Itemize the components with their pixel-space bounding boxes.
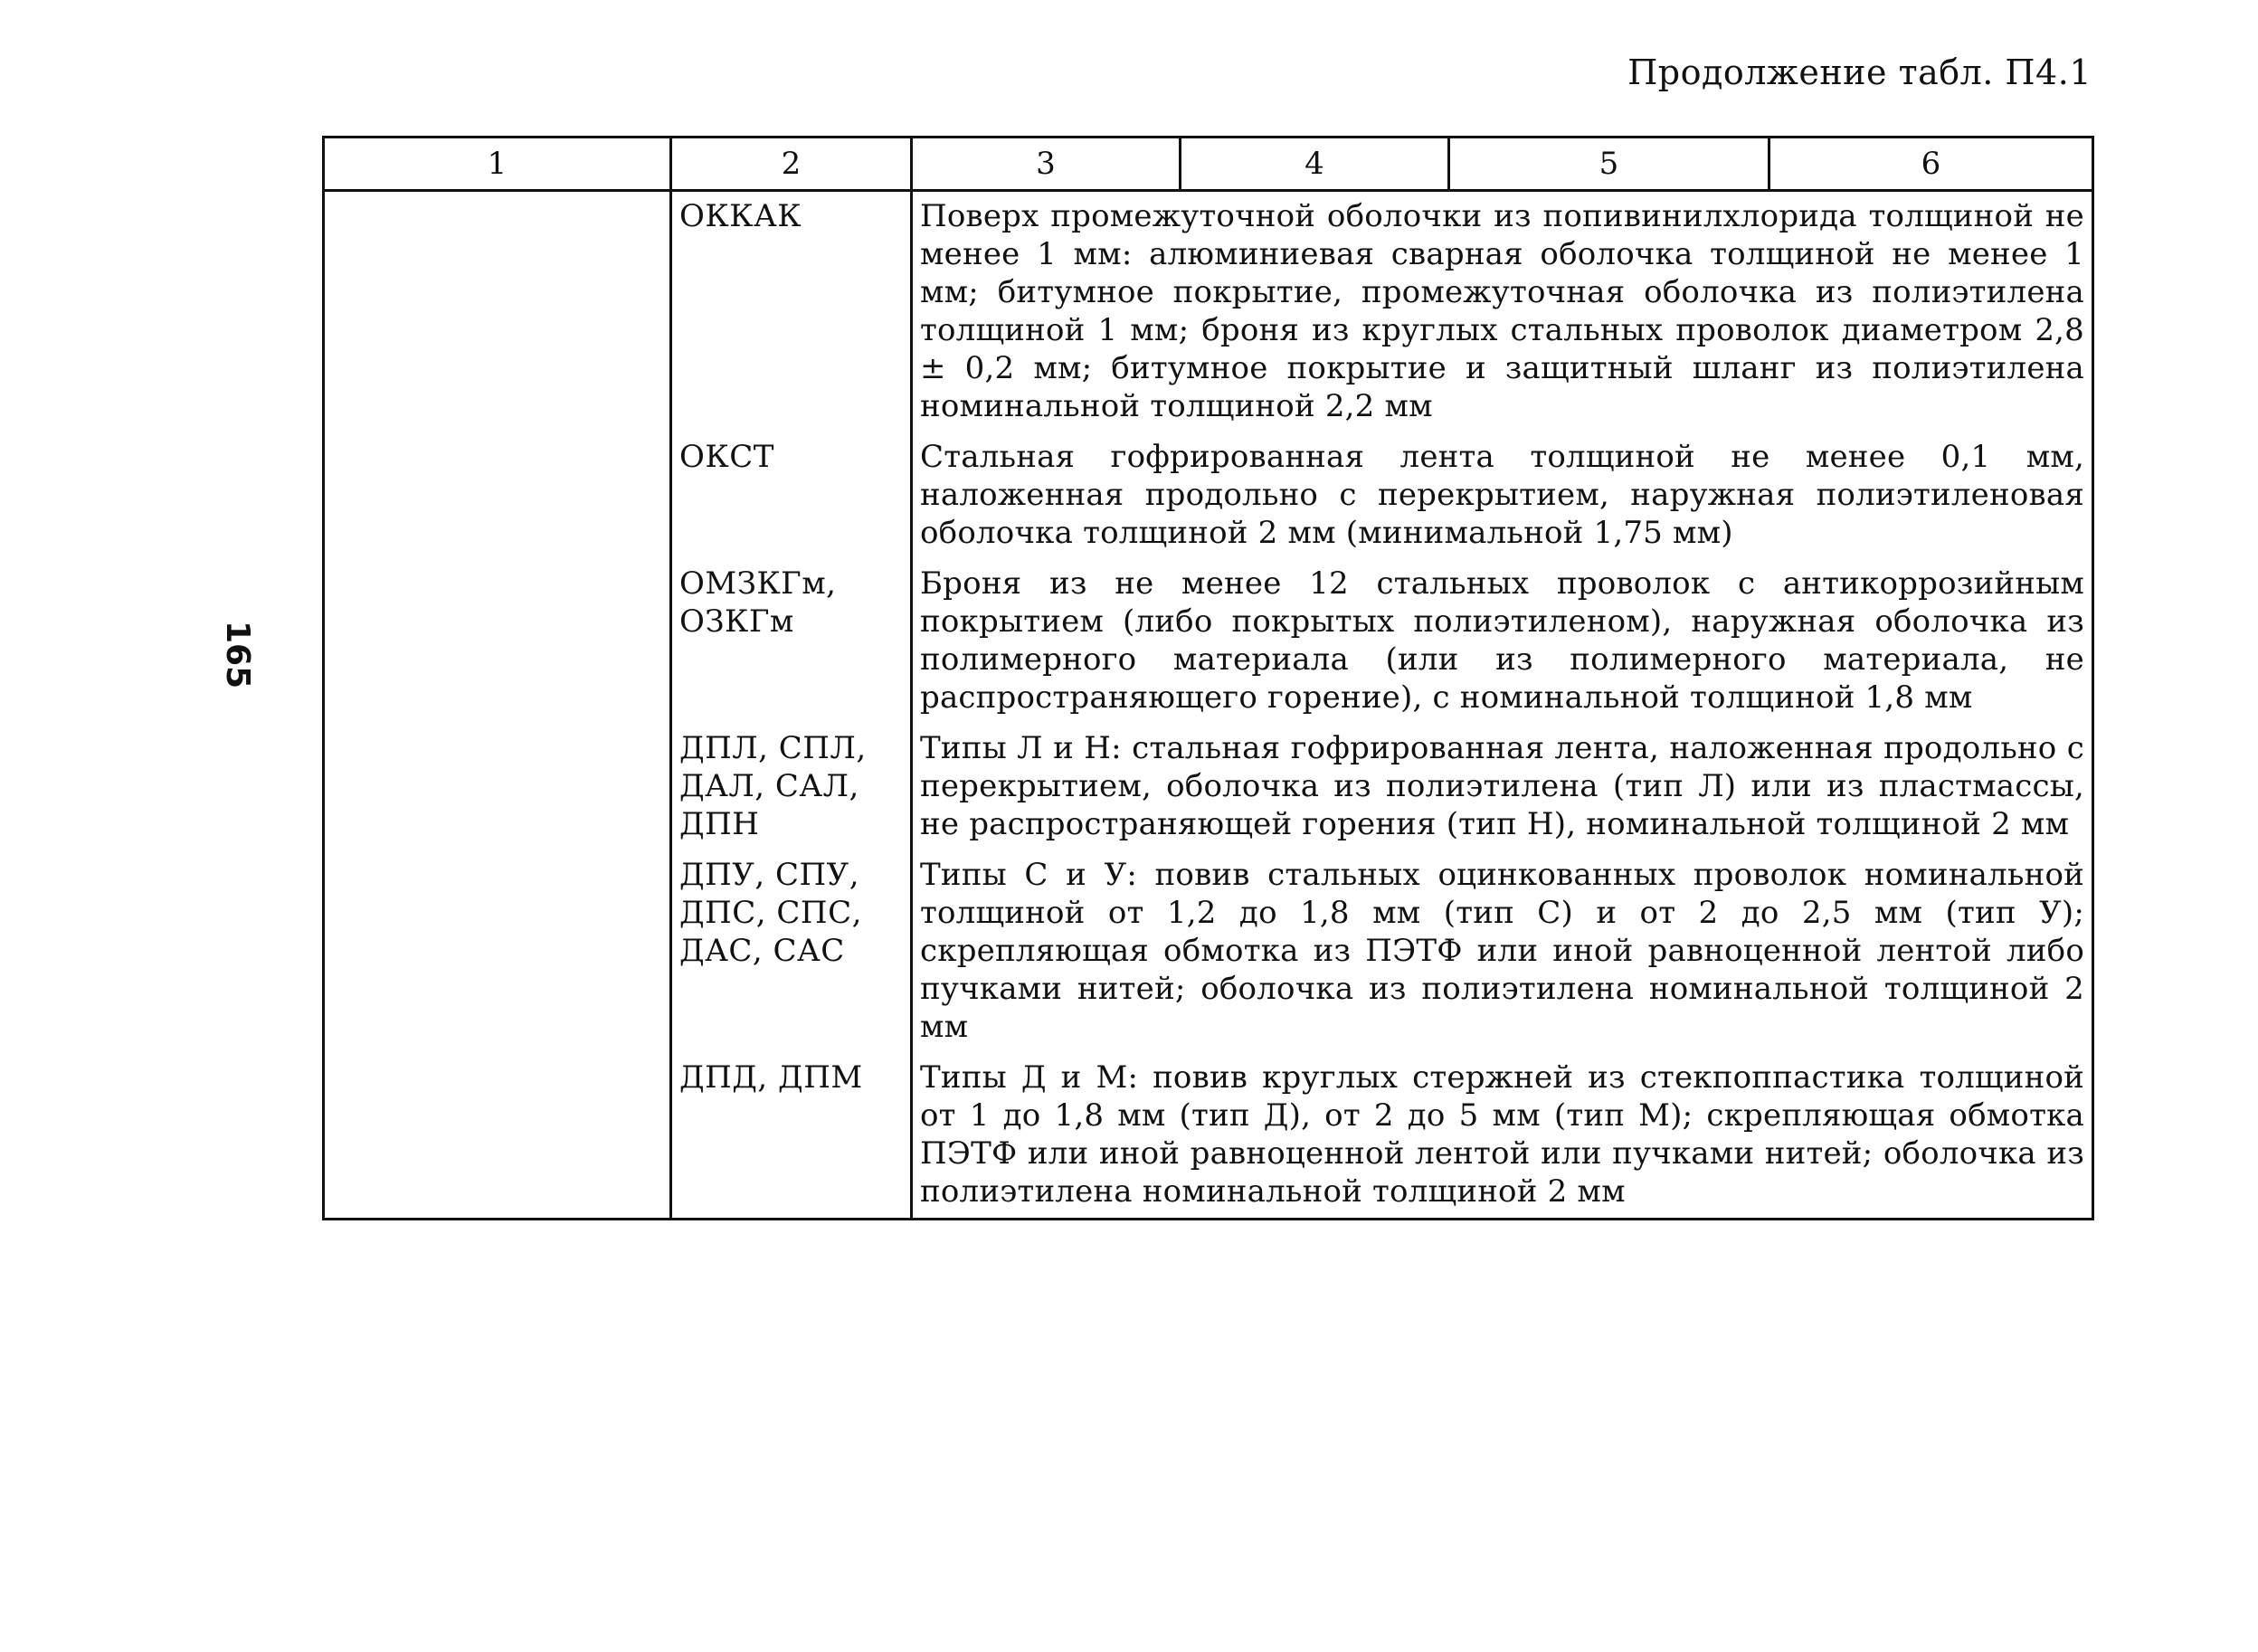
cell-col1 <box>324 559 671 724</box>
cell-col1 <box>324 432 671 559</box>
header-col-6: 6 <box>1769 138 2093 191</box>
cell-col1 <box>324 724 671 850</box>
table-row <box>324 432 2093 559</box>
table-header-row <box>324 138 2093 191</box>
cell-description: Поверх промежуточной оболочки из попивинилхлорида толщиной не менее 1 мм: алюминиевая сварная оболочка толщиной не менее 1 мм; битумное покрытие, промежуточная оболочка из полиэтилена толщиной 1 мм; броня из круглых стальных проволок диаметром 2,8 ± 0,2 мм; битумное покрытие и защитный шланг из полиэтилена номинальной толщиной 2,2 мм <box>912 191 2093 433</box>
page-number: 165 <box>219 621 256 689</box>
spec-table <box>322 136 2094 1220</box>
cell-col1 <box>324 191 671 433</box>
cell-description: Стальная гофрированная лента толщиной не менее 0,1 мм, наложенная продольно с перекрытием, наружная полиэтиленовая оболочка толщиной 2 мм (минимальной 1,75 мм) <box>912 432 2093 559</box>
cell-cable-code: ОККАК <box>671 191 912 433</box>
cell-cable-code: ОМЗКГм, ОЗКГм <box>671 559 912 724</box>
cell-cable-code: ДПД, ДПМ <box>671 1053 912 1220</box>
header-col-5: 5 <box>1449 138 1769 191</box>
cell-cable-code: ДПЛ, СПЛ, ДАЛ, САЛ, ДПН <box>671 724 912 850</box>
header-col-4: 4 <box>1181 138 1449 191</box>
table-caption: Продолжение табл. П4.1 <box>1627 52 2092 92</box>
cell-description: Типы Л и Н: стальная гофрированная лента, наложенная продольно с перекрытием, оболочка из полиэтилена (тип Л) или из пластмассы, не распространяющей горения (тип Н), номинальной толщиной 2 мм <box>912 724 2093 850</box>
table-row <box>324 850 2093 1053</box>
header-col-3: 3 <box>912 138 1181 191</box>
header-col-1: 1 <box>324 138 671 191</box>
table-row <box>324 724 2093 850</box>
cell-description: Типы Д и М: повив круглых стержней из стекпоппастика толщиной от 1 до 1,8 мм (тип Д), от 2 до 5 мм (тип М); скрепляющая обмотка ПЭТФ или иной равноценной лентой или пучками нитей; оболочка из полиэтилена номинальной толщиной 2 мм <box>912 1053 2093 1220</box>
cell-cable-code: ДПУ, СПУ, ДПС, СПС, ДАС, САС <box>671 850 912 1053</box>
cell-cable-code: ОКСТ <box>671 432 912 559</box>
header-col-2: 2 <box>671 138 912 191</box>
cell-col1 <box>324 850 671 1053</box>
cell-description: Типы С и У: повив стальных оцинкованных проволок номинальной толщиной от 1,2 до 1,8 мм (тип С) и от 2 до 2,5 мм (тип У); скрепляющая обмотка из ПЭТФ или иной равноценной лентой либо пучками нитей; оболочка из полиэтилена номинальной толщиной 2 мм <box>912 850 2093 1053</box>
cell-col1 <box>324 1053 671 1220</box>
table-row <box>324 559 2093 724</box>
cell-description: Броня из не менее 12 стальных проволок с антикоррозийным покрытием (либо покрытых полиэтиленом), наружная оболочка из полимерного материала (или из полимерного материала, не распространяющего горение), с номинальной толщиной 1,8 мм <box>912 559 2093 724</box>
table-row <box>324 191 2093 433</box>
table-row <box>324 1053 2093 1220</box>
